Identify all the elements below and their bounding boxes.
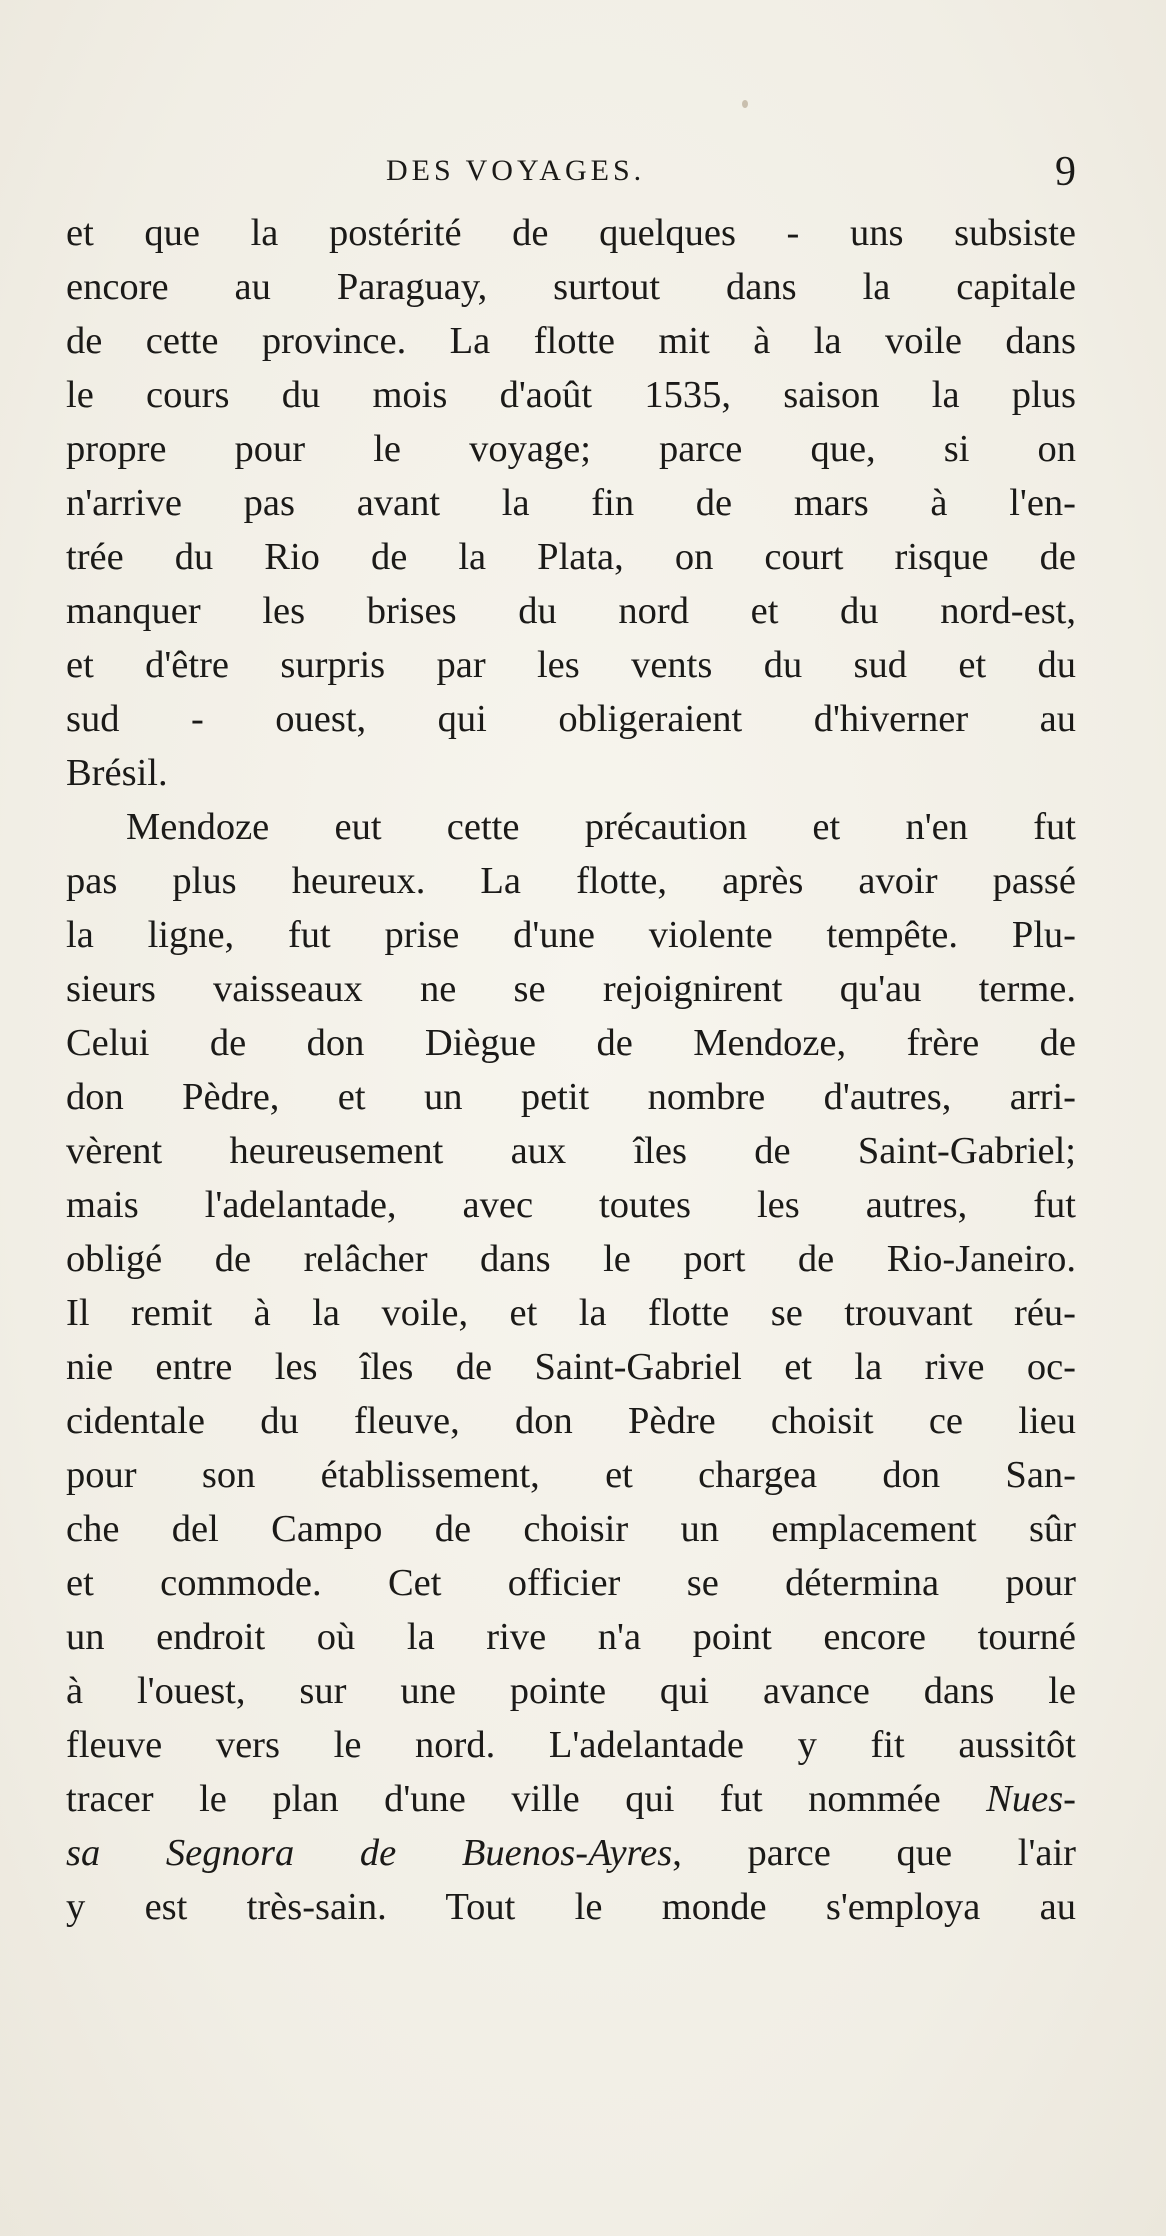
text-line: la ligne, fut prise d'une violente tempête. Plu- xyxy=(66,914,1076,956)
page-number: 9 xyxy=(1055,149,1076,195)
text-line: un endroit où la rive n'a point encore tourné xyxy=(66,1616,1076,1658)
running-title: DES VOYAGES. xyxy=(386,154,646,187)
text-line: encore au Paraguay, surtout dans la capitale xyxy=(66,266,1076,308)
text-line: et d'être surpris par les vents du sud et du xyxy=(66,644,1076,686)
text-line: propre pour le voyage; parce que, si on xyxy=(66,428,1076,470)
text-line: et commode. Cet officier se détermina pour xyxy=(66,1562,1076,1604)
text-line: y est très-sain. Tout le monde s'employa au xyxy=(66,1886,1076,1928)
text-line: obligé de relâcher dans le port de Rio-Janeiro. xyxy=(66,1238,1076,1280)
text-line: fleuve vers le nord. L'adelantade y fit aussitôt xyxy=(66,1724,1076,1766)
text-line: Celui de don Diègue de Mendoze, frère de xyxy=(66,1022,1076,1064)
text-line: pour son établissement, et chargea don San- xyxy=(66,1454,1076,1496)
text-line: pas plus heureux. La flotte, après avoir passé xyxy=(66,860,1076,902)
italic-place-name: Nues- xyxy=(986,1778,1076,1820)
page-header xyxy=(66,148,1076,204)
text-line: et que la postérité de quelques - uns subsiste xyxy=(66,212,1076,254)
text-line: n'arrive pas avant la fin de mars à l'en- xyxy=(66,482,1076,524)
body-text xyxy=(66,206,1076,1934)
text-line: Brésil. xyxy=(66,752,168,794)
italic-place-name: sa Segnora de Buenos-Ayres xyxy=(66,1832,673,1874)
text-line: cidentale du fleuve, don Pèdre choisit ce lieu xyxy=(66,1400,1076,1442)
line-text: tracer le plan d'une ville qui fut nommée xyxy=(66,1778,987,1820)
text-line: che del Campo de choisir un emplacement sûr xyxy=(66,1508,1076,1550)
text-line: à l'ouest, sur une pointe qui avance dans le xyxy=(66,1670,1076,1712)
text-line: sieurs vaisseaux ne se rejoignirent qu'au terme. xyxy=(66,968,1076,1010)
line-text: , parce que l'air xyxy=(672,1832,1076,1874)
paragraph-start-line: Mendoze eut cette précaution et n'en fut xyxy=(126,806,1076,848)
text-line: de cette province. La flotte mit à la voile dans xyxy=(66,320,1076,362)
text-line: nie entre les îles de Saint-Gabriel et la rive oc- xyxy=(66,1346,1076,1388)
text-line xyxy=(66,1772,1076,1826)
text-line: mais l'adelantade, avec toutes les autres, fut xyxy=(66,1184,1076,1226)
text-line: sud - ouest, qui obligeraient d'hiverner au xyxy=(66,698,1076,740)
text-line: Il remit à la voile, et la flotte se trouvant réu- xyxy=(66,1292,1076,1334)
text-line: le cours du mois d'août 1535, saison la plus xyxy=(66,374,1076,416)
text-line: trée du Rio de la Plata, on court risque de xyxy=(66,536,1076,578)
text-line: vèrent heureusement aux îles de Saint-Gabriel; xyxy=(66,1130,1076,1172)
text-line: don Pèdre, et un petit nombre d'autres, arri- xyxy=(66,1076,1076,1118)
paper-speck xyxy=(742,100,748,108)
text-line xyxy=(66,1826,1076,1880)
text-line: manquer les brises du nord et du nord-est, xyxy=(66,590,1076,632)
